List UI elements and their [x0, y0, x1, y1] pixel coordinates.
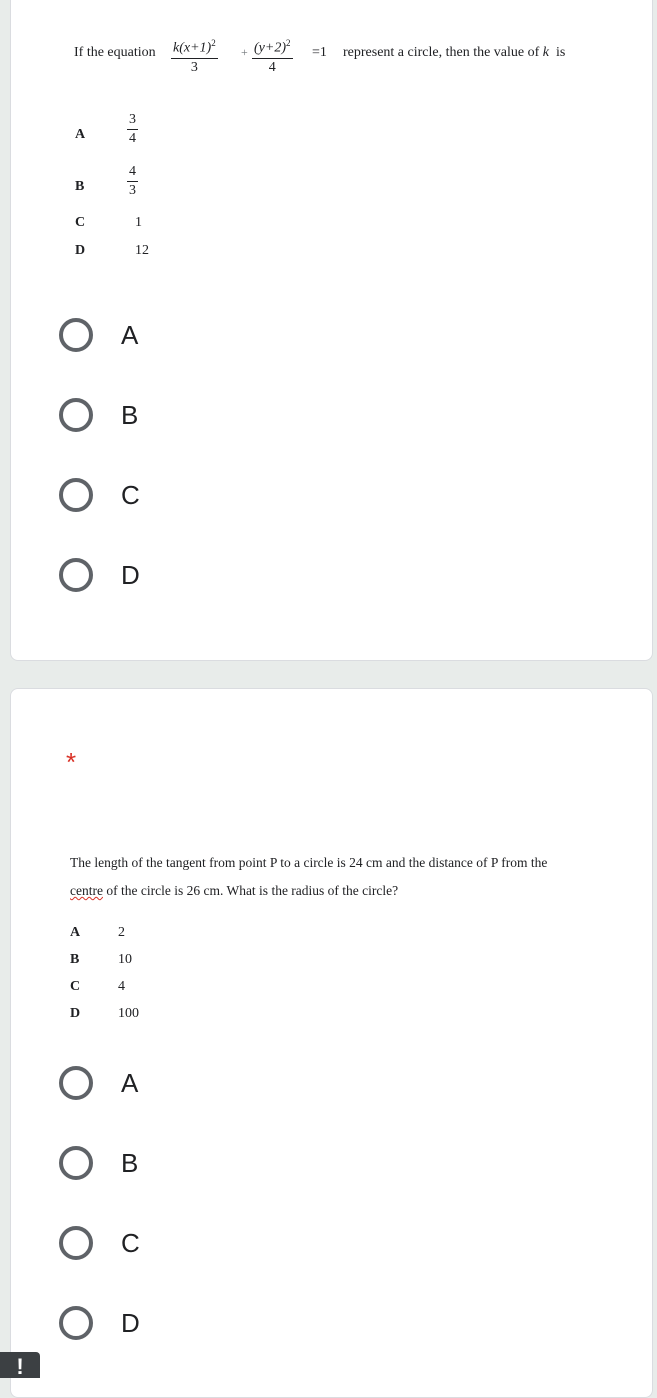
radio-label: C: [121, 479, 140, 510]
option-value: 100: [118, 1006, 139, 1021]
spellcheck-word: centre: [70, 883, 103, 898]
radio-label: A: [121, 1067, 139, 1098]
option-value: 12: [135, 243, 149, 258]
exclamation-icon: !: [16, 1354, 24, 1379]
radio-circle-icon[interactable]: [59, 318, 93, 352]
option-letter: A: [70, 925, 81, 940]
question-2-line-2-rest: of the circle is 26 cm. What is the radius of the circle?: [102, 883, 399, 898]
radio-choice-d[interactable]: [59, 553, 359, 597]
radio-choice-a[interactable]: [59, 313, 359, 357]
fraction-2-numerator: (y+2): [254, 40, 286, 56]
option-letter: B: [75, 179, 85, 194]
question-1-suffix: [343, 45, 565, 61]
required-asterisk: *: [66, 747, 77, 777]
question-1-suffix-text: represent a circle, then the value of: [343, 45, 540, 60]
question-1-suffix-end: is: [556, 45, 566, 60]
radio-choice-d[interactable]: [59, 1301, 359, 1345]
option-b-numerator: 4: [127, 163, 138, 182]
radio-circle-icon[interactable]: [59, 478, 93, 512]
radio-choice-c[interactable]: [59, 1221, 359, 1265]
question-1-text: [74, 34, 644, 84]
radio-circle-icon[interactable]: [59, 1306, 93, 1340]
fraction-1-denominator: 3: [190, 59, 198, 75]
option-letter: A: [75, 127, 86, 142]
alert-tab[interactable]: [0, 1352, 40, 1378]
option-a-denominator: 4: [129, 131, 136, 146]
radio-label: A: [121, 319, 139, 350]
radio-label: B: [121, 399, 139, 430]
radio-choice-a[interactable]: [59, 1061, 359, 1105]
radio-choice-b[interactable]: [59, 393, 359, 437]
question-2-text: [70, 849, 630, 905]
option-letter: D: [70, 1006, 81, 1021]
fraction-1-exponent: 2: [211, 38, 216, 48]
radio-circle-icon[interactable]: [59, 398, 93, 432]
option-a-fraction: [127, 111, 138, 148]
option-letter: C: [75, 215, 86, 230]
radio-circle-icon[interactable]: [59, 1146, 93, 1180]
option-letter: C: [70, 979, 81, 994]
radio-choice-b[interactable]: [59, 1141, 359, 1185]
equation-fraction-1: [171, 34, 218, 77]
radio-choice-c[interactable]: [59, 473, 359, 517]
option-a-numerator: 3: [127, 111, 138, 130]
radio-circle-icon[interactable]: [59, 1226, 93, 1260]
radio-label: D: [121, 1307, 140, 1338]
fraction-2-exponent: 2: [286, 38, 291, 48]
question-2-line-1: The length of the tangent from point P to a circle is 24 cm and the distance of P from the: [70, 855, 548, 870]
radio-circle-icon[interactable]: [59, 558, 93, 592]
fraction-1-numerator: k(x+1): [173, 40, 212, 56]
option-value: 10: [118, 952, 132, 967]
radio-circle-icon[interactable]: [59, 1066, 93, 1100]
option-letter: D: [75, 243, 86, 258]
option-letter: B: [70, 952, 80, 967]
option-value: 2: [118, 925, 125, 940]
fraction-2-denominator: 4: [268, 59, 276, 75]
option-b-fraction: [127, 163, 138, 200]
radio-label: B: [121, 1147, 139, 1178]
equation-plus: +: [241, 45, 248, 59]
radio-label: C: [121, 1227, 140, 1258]
question-2-option-list: [70, 925, 270, 1035]
option-b-denominator: 3: [129, 183, 136, 198]
option-value: 4: [118, 979, 125, 994]
question-card-2: [10, 688, 653, 1398]
radio-label: D: [121, 559, 140, 590]
question-2-line-2: [70, 877, 630, 905]
question-1-prefix: If the equation: [74, 45, 156, 60]
equation-equals: =1: [312, 45, 327, 60]
question-card-1: [10, 0, 653, 661]
question-1-variable: k: [542, 45, 550, 60]
option-value: 1: [135, 215, 142, 230]
question-1-option-list: [75, 112, 275, 279]
equation-fraction-2: [252, 34, 293, 77]
